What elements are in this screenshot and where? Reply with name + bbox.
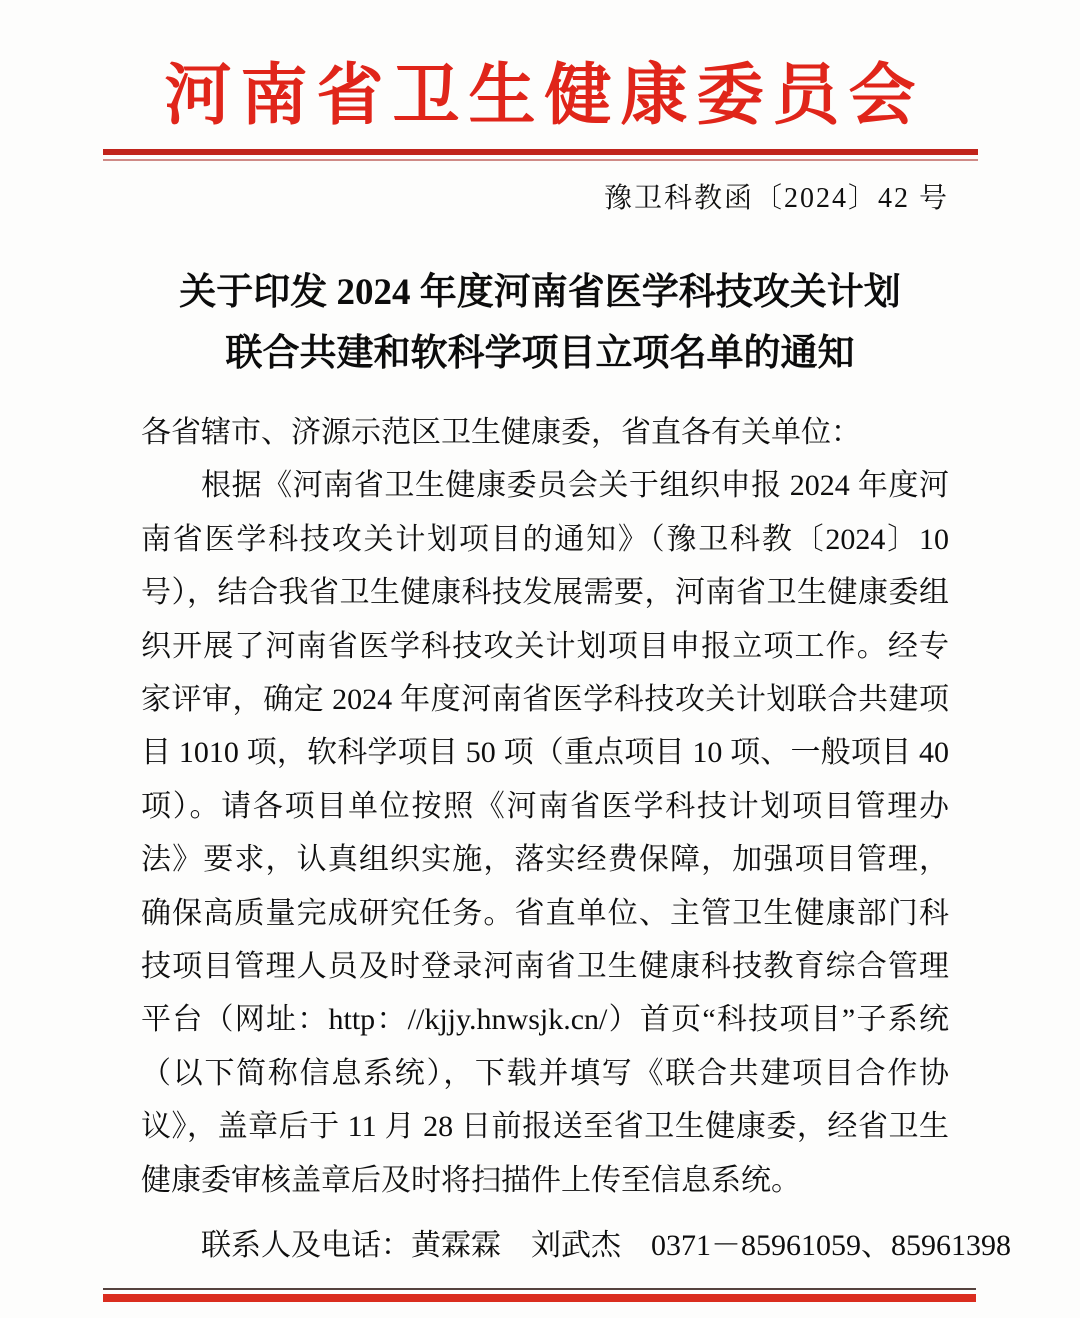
notice-title <box>80 262 1000 384</box>
contact-line: 联系人及电话：黄霖霖 刘武杰 0371－85961059、85961398 <box>201 1229 1011 1263</box>
document-reference-number: 豫卫科教函〔2024〕42 号 <box>603 183 949 214</box>
salutation-line: 各省辖市、济源示范区卫生健康委，省直各有关单位： <box>141 416 861 449</box>
main-paragraph: 根据《河南省卫生健康委员会关于组织申报 2024 年度河南省医学科技攻关计划项目的通知》（豫卫科教〔2024〕10 号），结合我省卫生健康科技发展需要，河南省卫生健康委组织开展了河南省医学科技攻关计划项目申报立项工作。经专家评审，确定 2024 年度河南省医学科技攻关计划联合共建项目 1010 项，软科学项目 50 项（重点项目 10 项、一般项目 40 项）。请各项目单位按照《河南省医学科技计划项目管理办法》要求，认真组织实施，落实经费保障，加强项目管理，确保高质量完成研究任务。省直单位、主管卫生健康部门科技项目管理人员及时登录河南省卫生健康科技教育综合管理平台（网址：http：//kjjy.hnwsjk.cn/）首页“科技项目”子系统（以下简称信息系统），下载并填写《联合共建项目合作协议》，盖章后于 11 月 28 日前报送至省卫生健康委，经省卫生健康委审核盖章后及时将扫描件上传至信息系统。 <box>141 469 949 1197</box>
footer-red-rule <box>103 1294 976 1302</box>
notice-title-line2: 联合共建和软科学项目立项名单的通知 <box>225 333 855 374</box>
masthead-rule-thick <box>103 149 978 155</box>
notice-title-line1: 关于印发 2024 年度河南省医学科技攻关计划 <box>179 272 901 313</box>
footer-dark-rule <box>103 1288 976 1290</box>
notice-body <box>141 406 1011 1273</box>
masthead-rule-thin <box>103 159 978 161</box>
agency-masthead: 河南省卫生健康委员会 <box>164 59 925 133</box>
